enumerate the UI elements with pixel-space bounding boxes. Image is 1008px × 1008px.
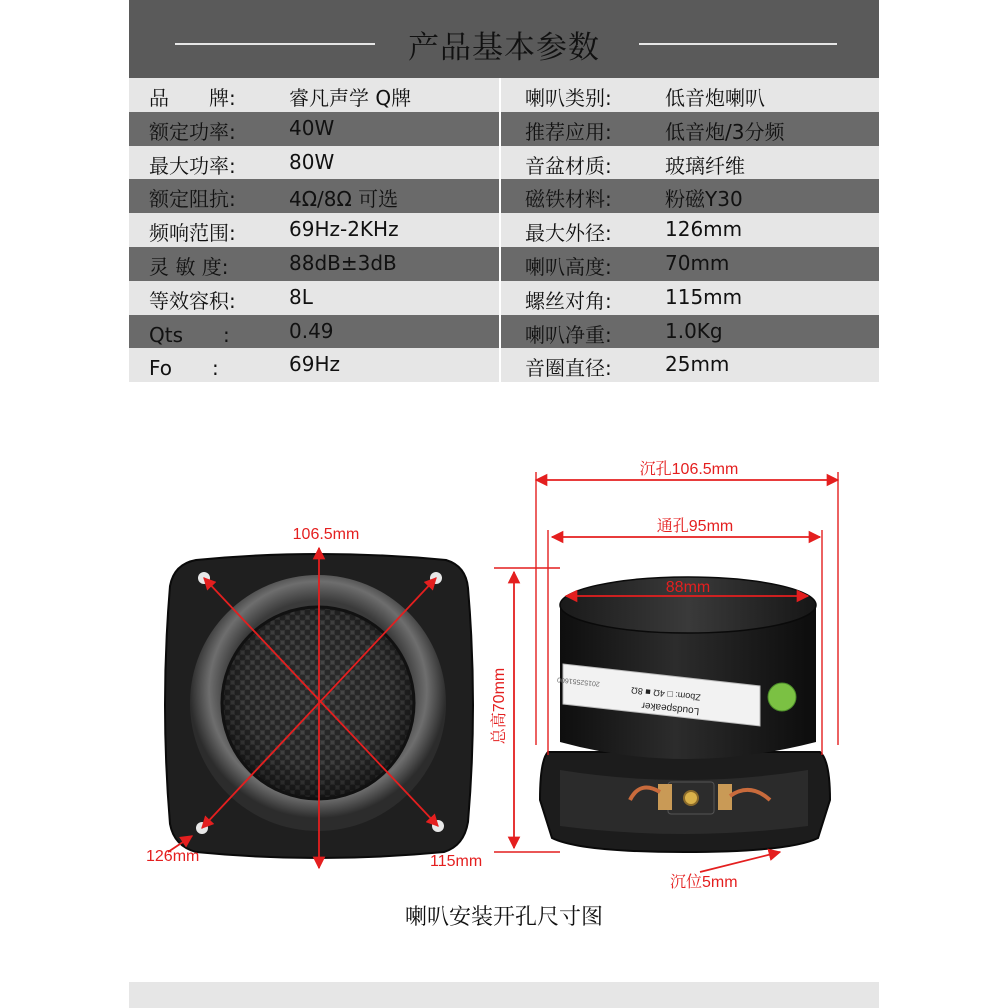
front-dim-top-label: 106.5mm	[292, 526, 360, 543]
spec-value: 80W	[289, 149, 335, 174]
green-sticker	[768, 683, 796, 711]
spec-label: 最大功率:	[149, 153, 236, 178]
spec-value: 88dB±3dB	[289, 250, 397, 275]
spec-label: 音圈直径:	[525, 356, 612, 381]
spec-value: 69Hz-2KHz	[289, 217, 399, 242]
label-brand: Loudspeaker	[641, 699, 700, 717]
spec-label: 螺丝对角:	[525, 288, 612, 313]
spec-value: 玻璃纤维	[665, 153, 745, 178]
spec-value: 4Ω/8Ω 可选	[289, 187, 399, 212]
spec-value: 粉磁Y30	[665, 187, 743, 212]
side-dim-sink	[700, 852, 780, 872]
spec-label: 喇叭净重:	[525, 322, 612, 347]
spec-value: 126mm	[665, 217, 743, 242]
spec-value: 70mm	[665, 250, 730, 275]
side-dim-magnet-label: 88mm	[665, 579, 711, 596]
spec-value: 115mm	[665, 284, 743, 309]
spec-label: 推荐应用:	[525, 119, 612, 144]
front-view	[146, 526, 482, 870]
spec-label: Qts :	[149, 322, 230, 347]
spec-value: 0.49	[289, 318, 334, 343]
spec-label: 磁铁材料:	[525, 187, 612, 212]
side-dim-height-label: 总高70mm	[491, 667, 508, 745]
spec-value: 69Hz	[289, 352, 340, 377]
spec-value: 睿凡声学 Q牌	[289, 86, 412, 110]
side-dim-sink-label: 沉位5mm	[670, 874, 738, 891]
spec-title: 产品基本参数	[408, 30, 600, 66]
side-dim-sink-hole-label: 沉孔106.5mm	[639, 461, 739, 478]
spec-label: 音盆材质:	[525, 153, 612, 178]
spec-label: 喇叭高度:	[525, 254, 612, 279]
spec-value: 40W	[289, 115, 335, 140]
spec-label: 额定阻抗:	[149, 187, 236, 212]
spec-label: 最大外径:	[525, 221, 612, 246]
spec-value: 低音炮喇叭	[665, 86, 765, 110]
spec-label: 额定功率:	[149, 119, 236, 144]
spec-label: Fo :	[149, 356, 219, 381]
spec-label: 灵 敏 度:	[149, 254, 229, 279]
spec-value: 8L	[289, 284, 313, 309]
side-dim-through-hole-label: 通孔95mm	[656, 518, 734, 535]
front-dim-diagonal-label: 115mm	[430, 853, 483, 870]
label-spec: Zbom: □ 4Ω ■ 8Ω	[630, 685, 702, 703]
figure-caption: 喇叭安装开孔尺寸图	[404, 905, 603, 930]
spec-value: 低音炮/3分频	[665, 119, 785, 144]
footer-bar	[129, 982, 879, 1008]
spec-label: 品 牌:	[149, 86, 236, 110]
front-dim-outer-label: 126mm	[146, 848, 200, 865]
spec-label: 喇叭类别:	[525, 86, 612, 110]
spec-value: 25mm	[665, 352, 730, 377]
spec-label: 等效容积:	[149, 288, 236, 313]
spec-value: 1.0Kg	[665, 318, 723, 343]
side-view	[489, 460, 838, 891]
spec-label: 频响范围:	[149, 221, 236, 246]
label-serial: 20152551600	[556, 675, 601, 687]
